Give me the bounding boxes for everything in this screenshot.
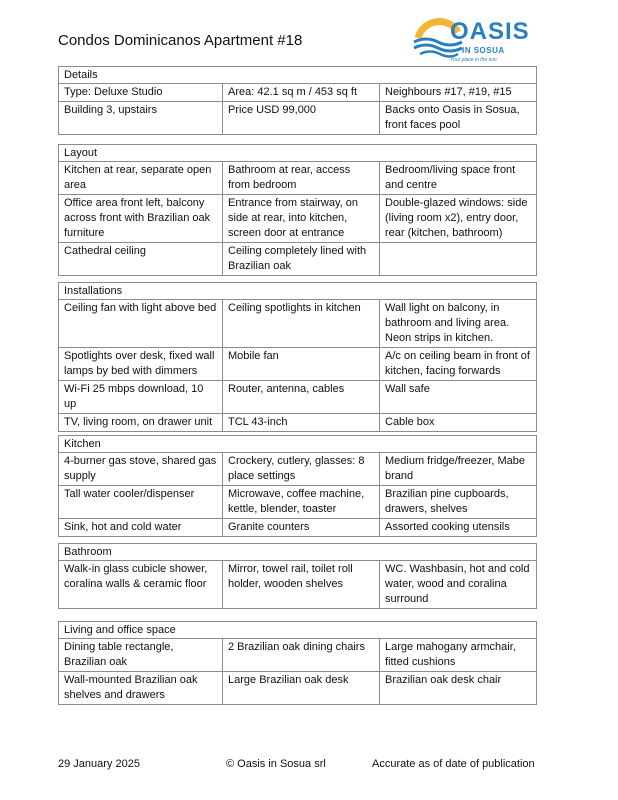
table-cell: Ceiling spotlights in kitchen bbox=[223, 300, 380, 348]
table-row bbox=[59, 84, 537, 102]
table-row bbox=[59, 561, 537, 609]
table-cell: 4-burner gas stove, shared gas supply bbox=[59, 453, 223, 486]
table-cell: Neighbours #17, #19, #15 bbox=[380, 84, 537, 102]
table-cell bbox=[380, 243, 537, 276]
table-row bbox=[59, 381, 537, 414]
table-cell: TV, living room, on drawer unit bbox=[59, 414, 223, 432]
table-cell: Brazilian oak desk chair bbox=[380, 672, 537, 705]
table-cell: Area: 42.1 sq m / 453 sq ft bbox=[223, 84, 380, 102]
table-row bbox=[59, 162, 537, 195]
table-cell: Dining table rectangle, Brazilian oak bbox=[59, 639, 223, 672]
table-cell: Walk-in glass cubicle shower, coralina walls & ceramic floor bbox=[59, 561, 223, 609]
table-cell: Kitchen at rear, separate open area bbox=[59, 162, 223, 195]
table-cell: Microwave, coffee machine, kettle, blender, toaster bbox=[223, 486, 380, 519]
table-cell: Backs onto Oasis in Sosua, front faces pool bbox=[380, 102, 537, 135]
table-cell: Brazilian pine cupboards, drawers, shelves bbox=[380, 486, 537, 519]
section-heading: Kitchen bbox=[59, 436, 537, 453]
table-cell: Wi-Fi 25 mbps download, 10 up bbox=[59, 381, 223, 414]
footer-copyright: © Oasis in Sosua srl bbox=[226, 758, 326, 770]
table-cell: Office area front left, balcony across front with Brazilian oak furniture bbox=[59, 195, 223, 243]
logo-tagline: Your place in the sun bbox=[450, 57, 497, 63]
oasis-logo bbox=[412, 12, 534, 68]
table-cell: Ceiling fan with light above bed bbox=[59, 300, 223, 348]
table-row bbox=[59, 519, 537, 537]
table-cell: Granite counters bbox=[223, 519, 380, 537]
table-row bbox=[59, 102, 537, 135]
layout-table bbox=[58, 144, 537, 276]
table-cell: Building 3, upstairs bbox=[59, 102, 223, 135]
section-heading: Layout bbox=[59, 145, 537, 162]
table-cell: Type: Deluxe Studio bbox=[59, 84, 223, 102]
section-heading: Living and office space bbox=[59, 622, 537, 639]
table-cell: Mirror, towel rail, toilet roll holder, wooden shelves bbox=[223, 561, 380, 609]
section-heading: Installations bbox=[59, 283, 537, 300]
table-cell: Bathroom at rear, access from bedroom bbox=[223, 162, 380, 195]
table-cell: Wall safe bbox=[380, 381, 537, 414]
table-row bbox=[59, 243, 537, 276]
table-cell: Tall water cooler/dispenser bbox=[59, 486, 223, 519]
table-cell: Sink, hot and cold water bbox=[59, 519, 223, 537]
table-cell: Large mahogany armchair, fitted cushions bbox=[380, 639, 537, 672]
table-row bbox=[59, 639, 537, 672]
table-cell: Large Brazilian oak desk bbox=[223, 672, 380, 705]
table-row bbox=[59, 348, 537, 381]
table-cell: Assorted cooking utensils bbox=[380, 519, 537, 537]
kitchen-table bbox=[58, 435, 537, 537]
table-cell: Mobile fan bbox=[223, 348, 380, 381]
table-cell: Cable box bbox=[380, 414, 537, 432]
footer-note: Accurate as of date of publication bbox=[372, 758, 535, 770]
table-cell: Entrance from stairway, on side at rear, into kitchen, screen door at entrance bbox=[223, 195, 380, 243]
page-title: Condos Dominicanos Apartment #18 bbox=[58, 32, 303, 49]
logo-sub: IN SOSUA bbox=[462, 46, 505, 55]
table-cell: 2 Brazilian oak dining chairs bbox=[223, 639, 380, 672]
section-heading: Details bbox=[59, 67, 537, 84]
table-cell: Ceiling completely lined with Brazilian oak bbox=[223, 243, 380, 276]
table-cell: Wall light on balcony, in bathroom and living area. Neon strips in kitchen. bbox=[380, 300, 537, 348]
table-row bbox=[59, 414, 537, 432]
footer-date: 29 January 2025 bbox=[58, 758, 140, 770]
table-row bbox=[59, 486, 537, 519]
table-cell: Bedroom/living space front and centre bbox=[380, 162, 537, 195]
bathroom-table bbox=[58, 543, 537, 609]
table-row bbox=[59, 300, 537, 348]
table-cell: WC. Washbasin, hot and cold water, wood and coralina surround bbox=[380, 561, 537, 609]
price-cell: Price USD 99,000 bbox=[223, 102, 380, 135]
table-row bbox=[59, 195, 537, 243]
table-cell: A/c on ceiling beam in front of kitchen, facing forwards bbox=[380, 348, 537, 381]
table-cell: Medium fridge/freezer, Mabe brand bbox=[380, 453, 537, 486]
table-cell: TCL 43-inch bbox=[223, 414, 380, 432]
table-cell: Crockery, cutlery, glasses: 8 place settings bbox=[223, 453, 380, 486]
logo-name: OASIS bbox=[450, 18, 530, 45]
table-row bbox=[59, 453, 537, 486]
table-cell: Cathedral ceiling bbox=[59, 243, 223, 276]
table-cell: Spotlights over desk, fixed wall lamps by bed with dimmers bbox=[59, 348, 223, 381]
table-cell: Double-glazed windows: side (living room x2), entry door, rear (kitchen, bathroom) bbox=[380, 195, 537, 243]
table-row bbox=[59, 672, 537, 705]
details-table bbox=[58, 66, 537, 135]
table-cell: Wall-mounted Brazilian oak shelves and drawers bbox=[59, 672, 223, 705]
section-heading: Bathroom bbox=[59, 544, 537, 561]
living-office-table bbox=[58, 621, 537, 705]
table-cell: Router, antenna, cables bbox=[223, 381, 380, 414]
installations-table bbox=[58, 282, 537, 432]
